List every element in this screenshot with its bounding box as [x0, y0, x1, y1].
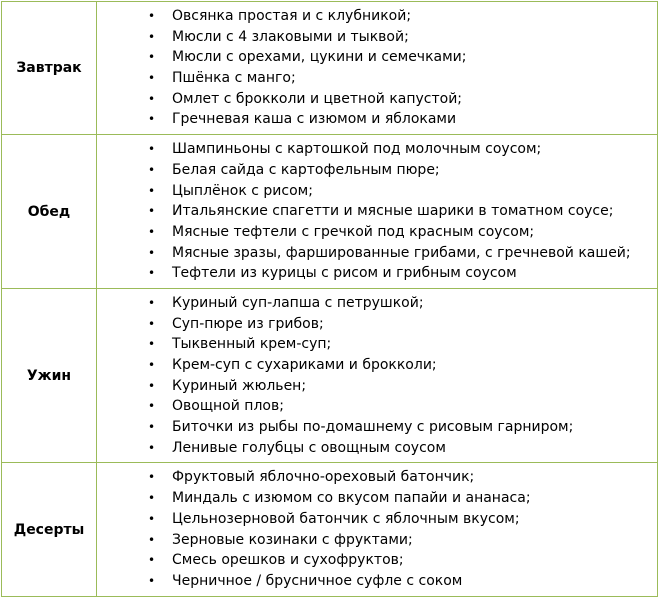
- bullet-icon: •: [148, 573, 156, 588]
- dish-list-item: [97, 376, 657, 397]
- dish-list-item: [97, 396, 657, 417]
- dish-name: Овощной плов;: [172, 398, 284, 415]
- meal-menu-body: [2, 2, 658, 597]
- bullet-icon: •: [148, 511, 156, 526]
- dish-name: Смесь орешков и сухофруктов;: [172, 552, 404, 569]
- bullet-icon: •: [148, 337, 156, 352]
- bullet-icon: •: [148, 440, 156, 455]
- dish-name: Куриный жюльен;: [172, 377, 307, 394]
- dish-name: Биточки из рыбы по-домашнему с рисовым гарниром;: [172, 419, 574, 436]
- menu-section-row: [2, 288, 658, 463]
- bullet-icon: •: [148, 553, 156, 568]
- bullet-icon: •: [148, 29, 156, 44]
- dish-list-item: [97, 417, 657, 438]
- dish-list-item: [97, 27, 657, 48]
- bullet-icon: •: [148, 91, 156, 106]
- dish-list-item: [97, 314, 657, 335]
- dish-name: Мясные зразы, фаршированные грибами, с гречневой кашей;: [172, 244, 631, 261]
- dish-name: Ленивые голубцы с овощным соусом: [172, 439, 446, 456]
- dish-name: Суп-пюре из грибов;: [172, 315, 324, 332]
- dish-list-item: [97, 181, 657, 202]
- dish-list-item: [97, 293, 657, 314]
- dish-list-item: [97, 201, 657, 222]
- bullet-icon: •: [148, 204, 156, 219]
- bullet-icon: •: [148, 245, 156, 260]
- dish-name: Мюсли с 4 злаковыми и тыквой;: [172, 28, 409, 45]
- dish-list-item: [97, 509, 657, 530]
- dish-name: Тефтели из курицы с рисом и грибным соусом: [172, 265, 517, 282]
- bullet-icon: •: [148, 532, 156, 547]
- bullet-icon: •: [148, 112, 156, 127]
- dish-list: [97, 2, 657, 134]
- section-items-cell: [97, 135, 658, 289]
- dish-list-item: [97, 222, 657, 243]
- dish-list-item: [97, 355, 657, 376]
- bullet-icon: •: [148, 470, 156, 485]
- section-title: Обед: [2, 135, 97, 289]
- section-items-cell: [97, 2, 658, 135]
- dish-list-item: [97, 47, 657, 68]
- menu-section-row: [2, 2, 658, 135]
- bullet-icon: •: [148, 266, 156, 281]
- bullet-icon: •: [148, 358, 156, 372]
- dish-name: Мясные тефтели с гречкой под красным соусом;: [172, 223, 535, 240]
- bullet-icon: •: [148, 71, 156, 86]
- menu-section-row: [2, 135, 658, 289]
- section-title: Десерты: [2, 463, 97, 596]
- dish-name: Белая сайда с картофельным пюре;: [172, 161, 440, 178]
- bullet-icon: •: [148, 491, 156, 506]
- dish-name: Овсянка простая и с клубникой;: [172, 8, 412, 24]
- bullet-icon: •: [148, 420, 156, 435]
- dish-list-item: [97, 89, 657, 110]
- dish-list-item: [97, 160, 657, 181]
- dish-list-item: [97, 6, 657, 27]
- bullet-icon: •: [148, 50, 156, 65]
- dish-name: Шампиньоны с картошкой под молочным соусом;: [172, 141, 542, 158]
- dish-name: Тыквенный крем-суп;: [172, 336, 332, 353]
- dish-name: Миндаль с изюмом со вкусом папайи и ананаса;: [172, 490, 531, 507]
- section-items-cell: [97, 288, 658, 463]
- section-items-cell: [97, 463, 658, 596]
- dish-name: Куриный суп-лапша с петрушкой;: [172, 294, 424, 311]
- dish-list-item: [97, 530, 657, 551]
- dish-name: Зерновые козинаки с фруктами;: [172, 531, 413, 548]
- dish-name: Мюсли с орехами, цукини и семечками;: [172, 49, 467, 66]
- dish-list-item: [97, 571, 657, 592]
- section-title: Завтрак: [2, 2, 97, 135]
- bullet-icon: •: [148, 295, 156, 310]
- dish-list: [97, 463, 657, 595]
- bullet-icon: •: [148, 224, 156, 239]
- dish-name: Омлет с брокколи и цветной капустой;: [172, 90, 463, 107]
- dish-list-item: [97, 438, 657, 459]
- dish-name: Фруктовый яблочно-ореховый батончик;: [172, 469, 475, 486]
- dish-list-item: [97, 243, 657, 264]
- dish-list-item: [97, 139, 657, 160]
- dish-name: Итальянские спагетти и мясные шарики в томатном соусе;: [172, 203, 614, 220]
- meal-menu-table: [1, 1, 658, 597]
- dish-list: [97, 135, 657, 288]
- dish-name: Цельнозерновой батончик с яблочным вкусом;: [172, 510, 520, 527]
- dish-name: Цыплёнок с рисом;: [172, 182, 313, 199]
- bullet-icon: •: [148, 162, 156, 177]
- menu-section-row: [2, 463, 658, 596]
- dish-name: Черничное / брусничное суфле с соком: [172, 572, 463, 589]
- dish-list-item: [97, 68, 657, 89]
- dish-list-item: [97, 109, 657, 130]
- dish-name: Гречневая каша с изюмом и яблоками: [172, 111, 457, 128]
- section-title: Ужин: [2, 288, 97, 463]
- dish-list: [97, 289, 657, 463]
- dish-name: Пшёнка с манго;: [172, 70, 296, 87]
- bullet-icon: •: [148, 183, 156, 198]
- dish-list-item: [97, 467, 657, 488]
- dish-list-item: [97, 488, 657, 509]
- bullet-icon: •: [148, 142, 156, 157]
- dish-list-item: [97, 550, 657, 571]
- dish-list-item: [97, 263, 657, 284]
- bullet-icon: •: [148, 378, 156, 393]
- dish-list-item: [97, 334, 657, 355]
- bullet-icon: •: [148, 9, 156, 23]
- bullet-icon: •: [148, 316, 156, 331]
- bullet-icon: •: [148, 399, 156, 414]
- dish-name: Крем-суп с сухариками и брокколи;: [172, 357, 437, 373]
